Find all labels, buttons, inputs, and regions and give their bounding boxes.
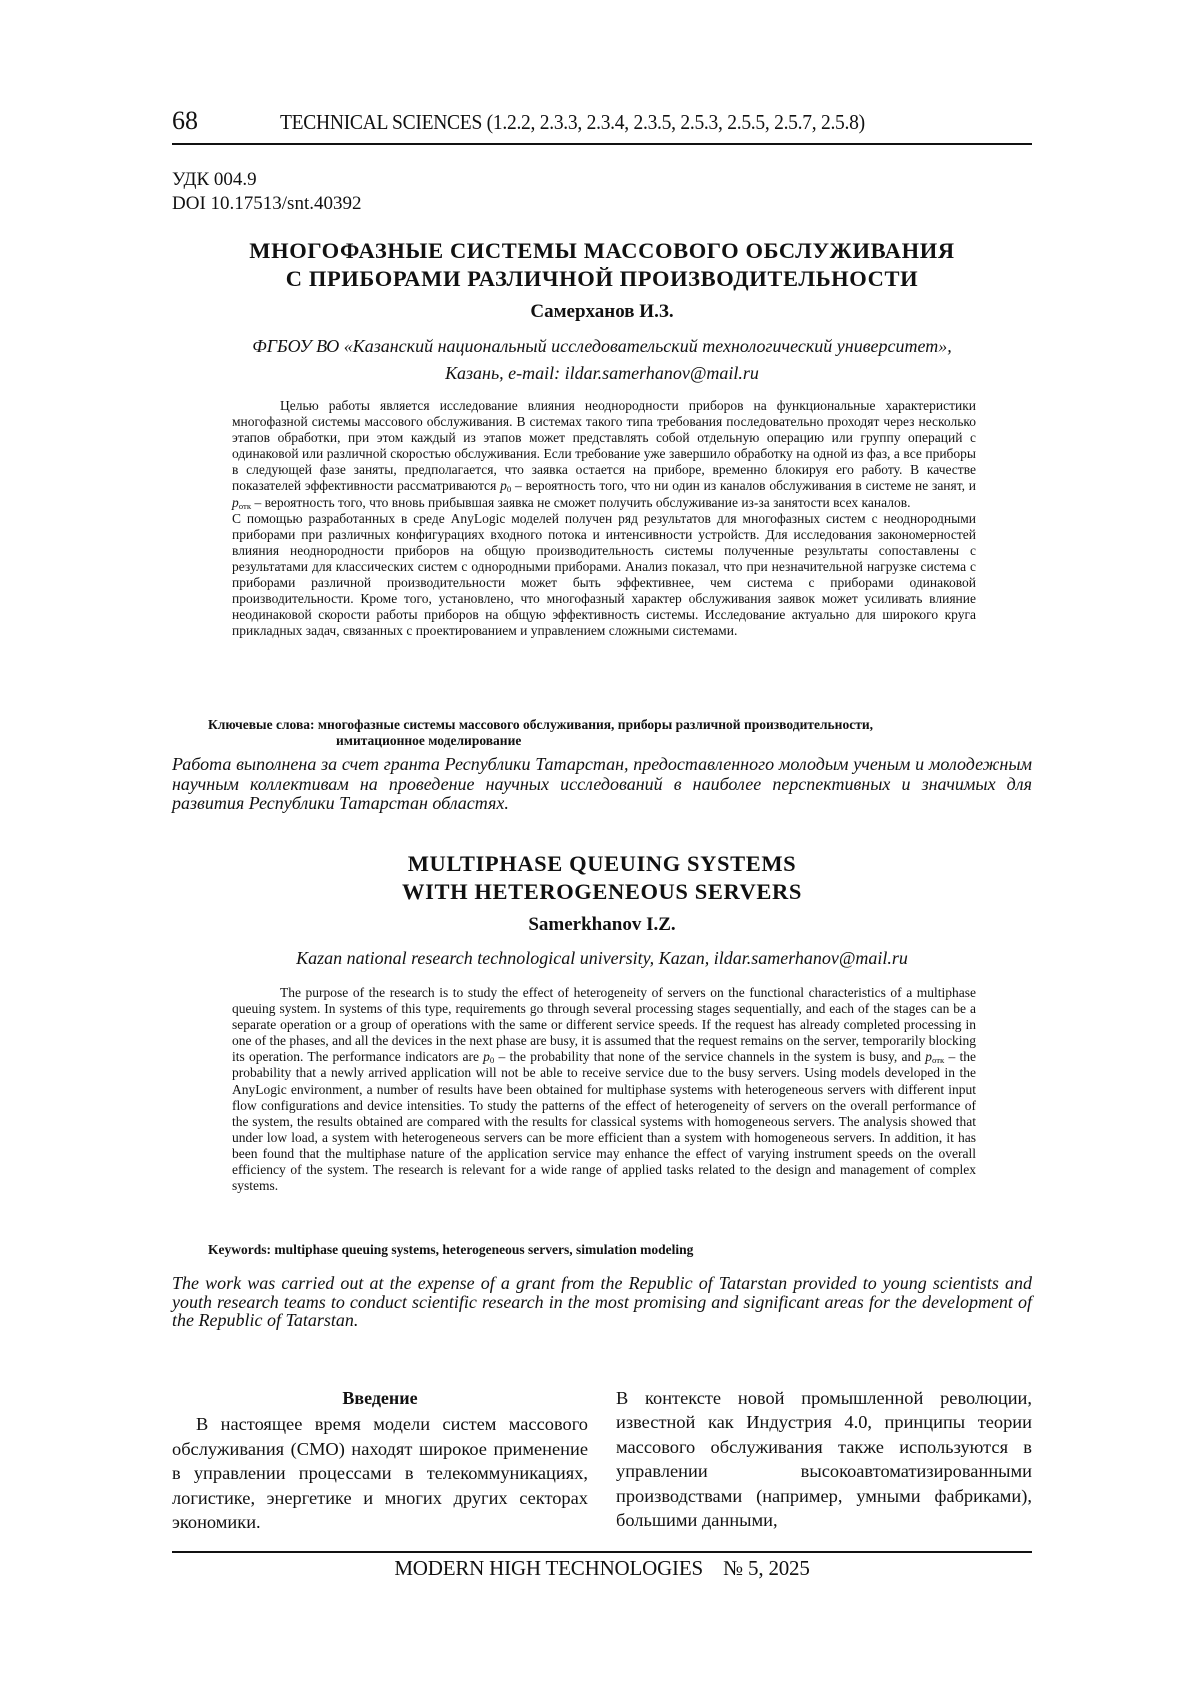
en-keywords-text: multiphase queuing systems, heterogeneous servers, simulation modeling [274, 1242, 694, 1257]
ru-abstract-paragraph-2: С помощью разработанных в среде AnyLogic моделей получен ряд результатов для многофазных систем с неоднородными приборами при различных конфигурациях входного потока и интенсивности устройств. Для исследования закономерностей влияния неоднородности приборов на общую производительность системы полученные результаты сопоставлены с результатами для классических систем с однородными приборами. Анализ показал, что при незначительной нагрузке система с приборами различной производительности может быть эффективнее, чем система с приборами одинаковой производительности. Кроме того, установлено, что многофазный характер обслуживания заявок может усиливать влияние неодинаковой скорости работы приборов на общую эффективность системы. Исследование актуально для широкого круга прикладных задач, связанных с проектированием и управлением сложными системами. [232, 510, 976, 639]
ru-keywords-line-2: имитационное моделирование [336, 733, 522, 748]
en-abstract-text-1: The purpose of the research is to study the effect of heterogeneity of servers on the functional characteristics of a multiphase queuing system. In systems of this type, requirements go through several processing stages sequentially, and each of the stages can be a separate operation or a group of operations with the same or different service speeds. If the request has already completed processing in one of the phases, and all the devices in the next phase are busy, it is assumed that the request remains on the server, temporarily blocking its operation. The performance indicators are [232, 985, 976, 1065]
en-affiliation: Kazan national research technological university, Kazan, ildar.samerhanov@mail.ru [296, 948, 908, 968]
en-p0-subscript: 0 [489, 1055, 495, 1066]
udk-code: УДК 004.9 [172, 169, 257, 190]
en-title [172, 850, 1032, 906]
en-grant-note: The work was carried out at the expense of a grant from the Republic of Tatarstan provided to young scientists and youth research teams to conduct scientific research in the most promising and significant areas for the development of the Republic of Tatarstan. [172, 1273, 1032, 1330]
en-author: Samerkhanov I.Z. [528, 914, 676, 935]
ru-abstract-text-3: – вероятность того, что вновь прибывшая заявка не сможет получить обслуживание из-за занятости всех каналов. [251, 494, 911, 510]
doi: DOI 10.17513/snt.40392 [172, 193, 362, 214]
ru-title-line-2: С ПРИБОРАМИ РАЗЛИЧНОЙ ПРОИЗВОДИТЕЛЬНОСТИ [285, 266, 919, 291]
potk-symbol: p [232, 494, 239, 510]
p0-symbol: p [500, 478, 507, 494]
en-abstract-text-3: – the probability that a newly arrived application will not be able to receive service due to the busy servers. Using models developed in the AnyLogic environment, a number of results have been obtained for multiphase systems with heterogeneous servers with different input flow configurations and device intensities. To study the patterns of the effect of heterogeneity of servers on the overall performance of the system, the results obtained are compared with the results for classical systems with homogeneous servers. The analysis showed that under low load, a system with heterogeneous servers can be more efficient than a system with homogeneous servers. In addition, it has been found that the multiphase nature of the application service may enhance the effect of varying instrument speeds on the overall efficiency of the system. The research is relevant for a wide range of applied tasks related to the design and management of complex systems. [232, 1049, 977, 1194]
ru-abstract-paragraph-1 [232, 398, 976, 511]
en-abstract-text-2: – the probability that none of the service channels in the system is busy, and [494, 1049, 926, 1065]
ru-affiliation-line-2: Казань, e-mail: ildar.samerhanov@mail.ru [445, 363, 759, 383]
ru-keywords-label: Ключевые слова: [208, 717, 315, 732]
en-keywords [208, 1242, 693, 1258]
footer-rule [172, 1551, 1032, 1553]
en-title-line-2: WITH HETEROGENEOUS SERVERS [402, 879, 802, 904]
ru-author: Самерханов И.З. [530, 301, 674, 322]
footer-journal: MODERN HIGH TECHNOLOGIES № 5, 2025 [394, 1556, 810, 1580]
en-p0-symbol: p [483, 1049, 490, 1065]
en-abstract-paragraph [232, 985, 976, 1194]
ru-title-line-1: МНОГОФАЗНЫЕ СИСТЕМЫ МАССОВОГО ОБСЛУЖИВАНИЯ [249, 238, 955, 263]
ru-keywords-line-1: многофазные системы массового обслуживания, приборы различной производительности, [317, 717, 873, 732]
ru-title [172, 237, 1032, 293]
ru-abstract-text-1: Целью работы является исследование влияния неоднородности приборов на функциональные характеристики многофазной системы массового обслуживания. В системах такого типа требования последовательно проходят через несколько этапов обработки, при этом каждый из этапов может представлять собой отдельную операцию или группу операций с одинаковой или различной скоростью обслуживания. Если требование уже завершило обработку на одной из фаз, а все приборы в следующей фазе заняты, предполагается, что заявка остается на приборе, временно блокируя его работу. В качестве показателей эффективности рассматриваются [232, 398, 976, 494]
en-abstract [232, 985, 976, 1194]
ru-affiliation-line-1: ФГБОУ ВО «Казанский национальный исследовательский технологический университет», [252, 336, 952, 356]
p0-subscript: 0 [506, 484, 512, 495]
identifiers [172, 168, 361, 216]
ru-abstract [232, 398, 976, 639]
header-rule [172, 143, 1032, 145]
en-potk-subscript: отк [931, 1055, 945, 1066]
en-title-line-1: MULTIPHASE QUEUING SYSTEMS [407, 851, 797, 876]
ru-affiliation [172, 333, 1032, 387]
en-keywords-label: Keywords: [208, 1242, 271, 1257]
continuation-paragraph: В контексте новой промышленной революции, известной как Индустрия 4.0, принципы теории массового обслуживания также используются в управлении высокоавтоматизированными производствами (например, умными фабриками), большими данными, [616, 1388, 1032, 1531]
page-number: 68 [172, 106, 198, 135]
en-potk-symbol: p [925, 1049, 932, 1065]
ru-keywords [208, 717, 873, 749]
ru-grant-note: Работа выполнена за счет гранта Республики Татарстан, предоставленного молодым ученым и молодежным научным коллективам на проведение научных исследований в наиболее перспективных и значимых для развития Республики Татарстан областях. [172, 754, 1032, 813]
body-left-column [172, 1386, 588, 1534]
running-header-section: TECHNICAL SCIENCES (1.2.2, 2.3.3, 2.3.4, 2.3.5, 2.5.3, 2.5.5, 2.5.7, 2.5.8) [280, 110, 865, 134]
introduction-paragraph: В настоящее время модели систем массового обслуживания (СМО) находят широкое применение в управлении процессами в телекоммуникациях, логистике, энергетике и многих других секторах экономики. [172, 1414, 588, 1533]
introduction-heading: Введение [342, 1388, 418, 1408]
ru-abstract-text-2: – вероятность того, что ни один из каналов обслуживания в системе не занят, и [511, 478, 977, 494]
body-right-column [616, 1386, 1032, 1532]
potk-subscript: отк [238, 500, 252, 511]
